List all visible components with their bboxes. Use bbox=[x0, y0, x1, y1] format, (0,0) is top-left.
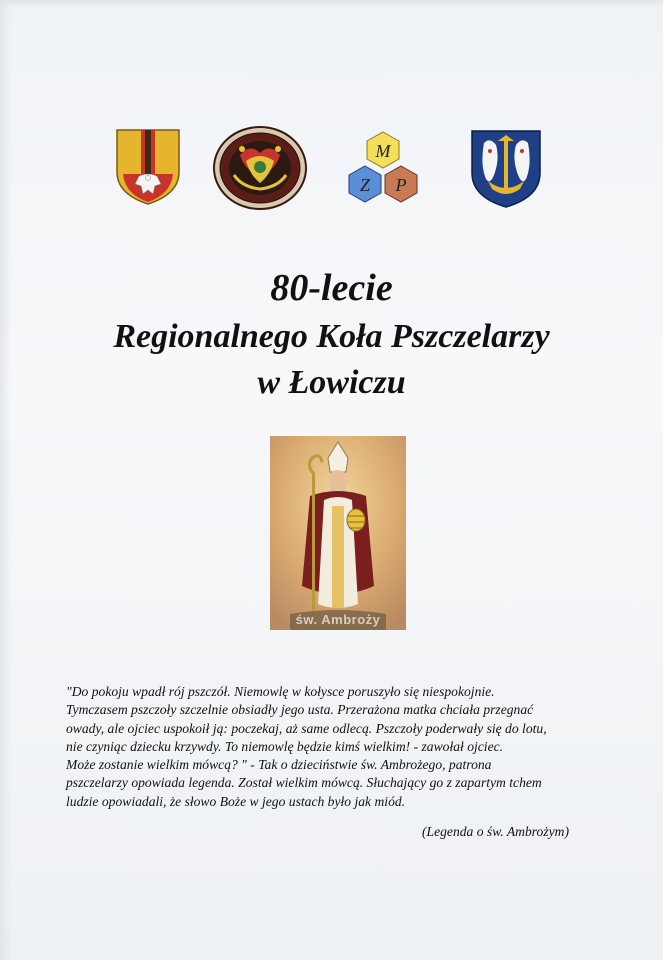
logo-row bbox=[0, 125, 663, 215]
legend-line: ludzie opowiadali, że słowo Boże w jego ustach było jak miód. bbox=[66, 793, 406, 809]
mzp-letter-m: M bbox=[375, 141, 391, 161]
page-shadow-top bbox=[0, 0, 663, 8]
mzp-letter-z: Z bbox=[359, 175, 371, 195]
legend-line: Może zostanie wielkim mówcą? " - Tak o dzieciństwie św. Ambrożego, patrona bbox=[66, 757, 492, 773]
legend-source: (Legenda o św. Ambrożym) bbox=[422, 824, 570, 839]
legend-line: owady, ale ojciec uspokoił ją: poczekaj, aż same odlecą. Pszczoły poderwały się do lotu, bbox=[66, 720, 547, 736]
saint-ambrose-image bbox=[270, 436, 406, 630]
document-title bbox=[0, 262, 663, 406]
beekeepers-circle-emblem-icon bbox=[212, 125, 308, 211]
title-anniversary: 80-lecie bbox=[270, 267, 393, 309]
legend-line: nie czyniąc dziecku krzywdy. To niemowlę będzie kimś wielkim! - zawołał ojciec. bbox=[66, 738, 504, 754]
lowicz-town-crest-icon bbox=[470, 129, 542, 209]
mzp-hexagon-logo-icon bbox=[345, 130, 421, 208]
title-organization: Regionalnego Koła Pszczelarzy bbox=[113, 318, 550, 355]
portrait-caption: św. Ambroży bbox=[295, 612, 381, 627]
legend-line: Tymczasem pszczoły szczelnie obsiadły jego usta. Przerażona matka chciała przegnać bbox=[66, 702, 534, 718]
lowicz-county-crest-icon bbox=[115, 128, 181, 206]
title-location: w Łowiczu bbox=[257, 364, 406, 401]
legend-line: "Do pokoju wpadł rój pszczół. Niemowlę w kołysce poruszyło się niespokojnie. bbox=[66, 684, 495, 699]
legend-quote bbox=[66, 683, 606, 811]
legend-line: pszczelarzy opowiada legenda. Został wielkim mówcą. Słuchający go z zapartym tchem bbox=[66, 775, 542, 791]
mzp-letter-p: P bbox=[395, 175, 407, 195]
